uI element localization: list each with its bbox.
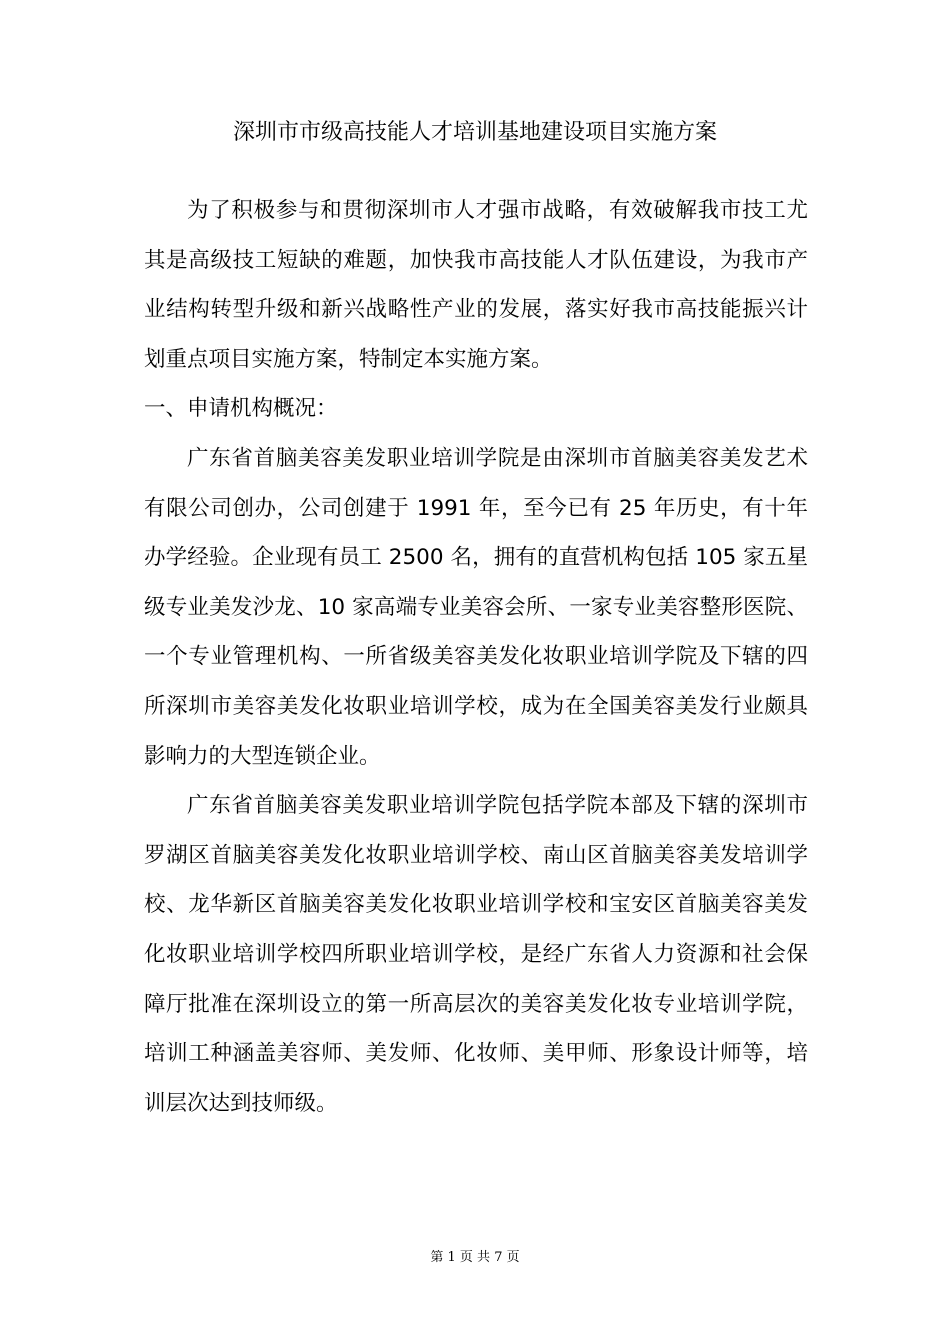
institution-overview-paragraph: 广东省首脑美容美发职业培训学院是由深圳市首脑美容美发艺术有限公司创办，公司创建于 1991 年，至今已有 25 年历史，有十年办学经验。企业现有员工 2500 名，拥有的直营机构包括 105 家五星级专业美发沙龙、10 家高端专业美容会所、一家专业美容整形医院、一个专业管理机构、一所省级美容美发化妆职业培训学院及下辖的四所深圳市美容美发化妆职业培训学校，成为在全国美容美发行业颇具影响力的大型连锁企业。 [144, 445, 808, 769]
intro-paragraph: 为了积极参与和贯彻深圳市人才强市战略，有效破解我市技工尤其是高级技工短缺的难题，加快我市高技能人才队伍建设，为我市产业结构转型升级和新兴战略性产业的发展，落实好我市高技能振兴计划重点项目实施方案，特制定本实施方案。 [144, 198, 808, 372]
document-title: 深圳市市级高技能人才培训基地建设项目实施方案 [232, 120, 717, 145]
document-body [144, 186, 808, 1128]
institution-schools-paragraph: 广东省首脑美容美发职业培训学院包括学院本部及下辖的深圳市罗湖区首脑美容美发化妆职业培训学校、南山区首脑美容美发培训学校、龙华新区首脑美容美发化妆职业培训学校和宝安区首脑美容美发化妆职业培训学校四所职业培训学校，是经广东省人力资源和社会保障厅批准在深圳设立的第一所高层次的美容美发化妆专业培训学院，培训工种涵盖美容师、美发师、化妆师、美甲师、形象设计师等，培训层次达到技师级。 [144, 793, 808, 1116]
section-heading: 一、申请机构概况： [144, 396, 338, 422]
page-number-footer: 第 1 页 共 7 页 [430, 1250, 520, 1265]
